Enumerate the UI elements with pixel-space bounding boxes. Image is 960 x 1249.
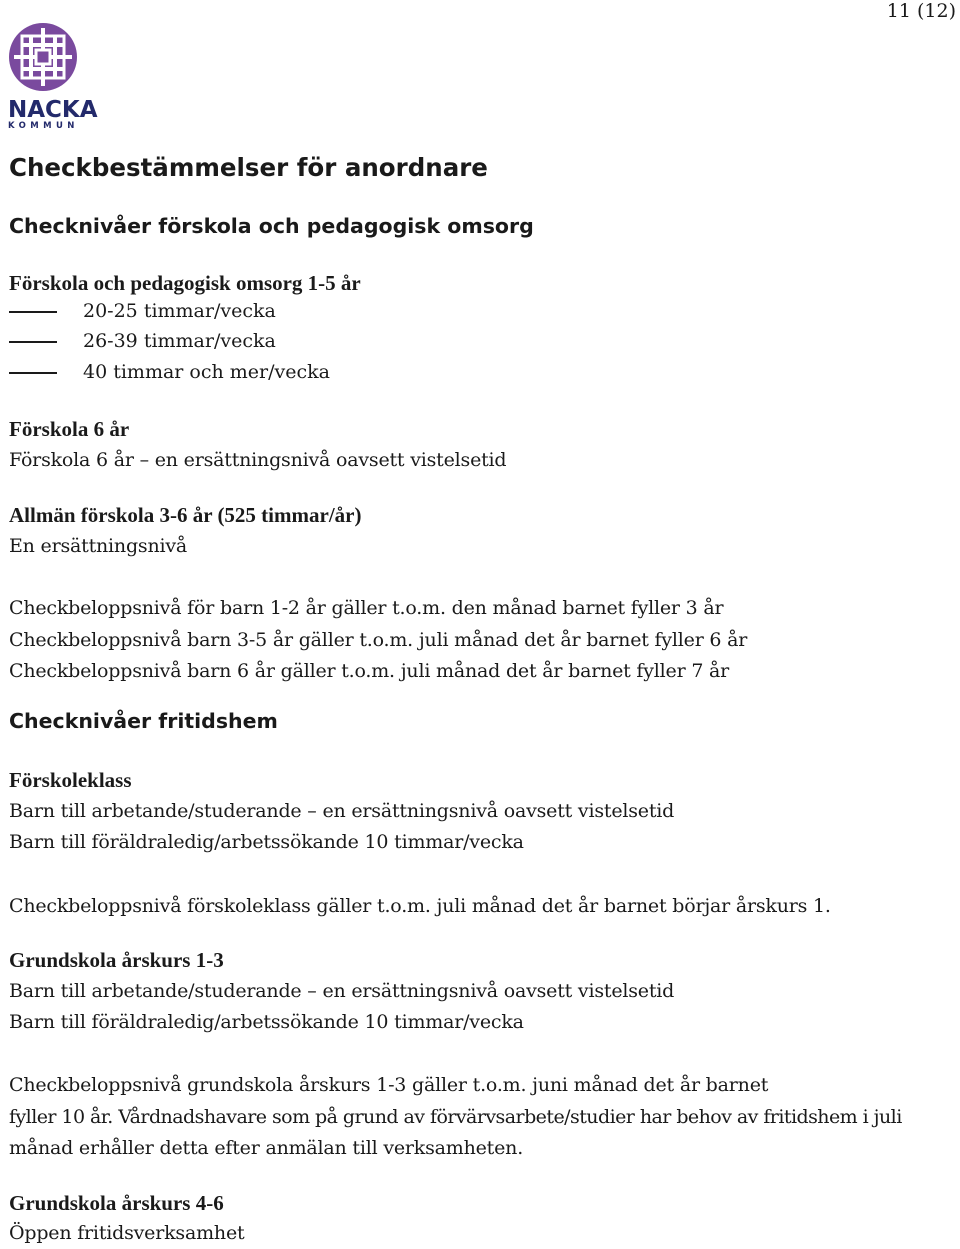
page-number: 11 (12) <box>886 0 956 22</box>
logo-subtext: KOMMUN <box>8 121 79 131</box>
section-heading-fritidshem: Checknivåer fritidshem <box>9 709 278 733</box>
nacka-emblem-icon <box>8 22 78 92</box>
paragraph: Öppen fritidsverksamhet <box>9 1222 245 1244</box>
page-title: Checkbestämmelser för anordnare <box>9 153 488 182</box>
dash-bullet <box>9 372 57 374</box>
paragraph: Barn till arbetande/studerande – en ersättningsnivå oavsett vistelsetid <box>9 980 675 1002</box>
section-heading-forskola: Checknivåer förskola och pedagogisk omsorg <box>9 214 534 238</box>
list-item: 40 timmar och mer/vecka <box>9 361 330 383</box>
group-heading-forskoleklass: Förskoleklass <box>9 768 132 792</box>
logo-wordmark: NACKA <box>8 97 98 123</box>
paragraph: Förskola 6 år – en ersättningsnivå oavsett vistelsetid <box>9 449 507 471</box>
rule-line: Checkbeloppsnivå förskoleklass gäller t.o.m. juli månad det år barnet börjar årskurs 1. <box>9 895 831 917</box>
list-item: 20-25 timmar/vecka <box>9 300 276 322</box>
group-heading-6-ar: Förskola 6 år <box>9 417 130 441</box>
rule-line: Checkbeloppsnivå för barn 1-2 år gäller t.o.m. den månad barnet fyller 3 år <box>9 597 724 619</box>
dash-bullet <box>9 341 57 343</box>
paragraph: Barn till föräldraledig/arbetssökande 10 timmar/vecka <box>9 1011 524 1033</box>
paragraph: Barn till arbetande/studerande – en ersättningsnivå oavsett vistelsetid <box>9 800 675 822</box>
list-item: 26-39 timmar/vecka <box>9 330 276 352</box>
rule-line: månad erhåller detta efter anmälan till verksamheten. <box>9 1137 524 1159</box>
paragraph: Barn till föräldraledig/arbetssökande 10 timmar/vecka <box>9 831 524 853</box>
nacka-kommun-logo <box>8 22 98 131</box>
rule-line: Checkbeloppsnivå barn 3-5 år gäller t.o.m. juli månad det år barnet fyller 6 år <box>9 629 748 651</box>
rule-line: Checkbeloppsnivå grundskola årskurs 1-3 gäller t.o.m. juni månad det år barnet <box>9 1074 769 1096</box>
group-heading-arskurs-4-6: Grundskola årskurs 4-6 <box>9 1191 224 1215</box>
group-heading-arskurs-1-3: Grundskola årskurs 1-3 <box>9 948 224 972</box>
group-heading-1-5-ar: Förskola och pedagogisk omsorg 1-5 år <box>9 271 361 295</box>
group-heading-allman-forskola: Allmän förskola 3-6 år (525 timmar/år) <box>9 503 362 527</box>
rule-line: fyller 10 år. Vårdnadshavare som på grund av förvärvsarbete/studier har behov av fritidshem i juli <box>9 1106 902 1128</box>
rule-line: Checkbeloppsnivå barn 6 år gäller t.o.m. juli månad det år barnet fyller 7 år <box>9 660 730 682</box>
paragraph: En ersättningsnivå <box>9 535 188 557</box>
dash-bullet <box>9 311 57 313</box>
